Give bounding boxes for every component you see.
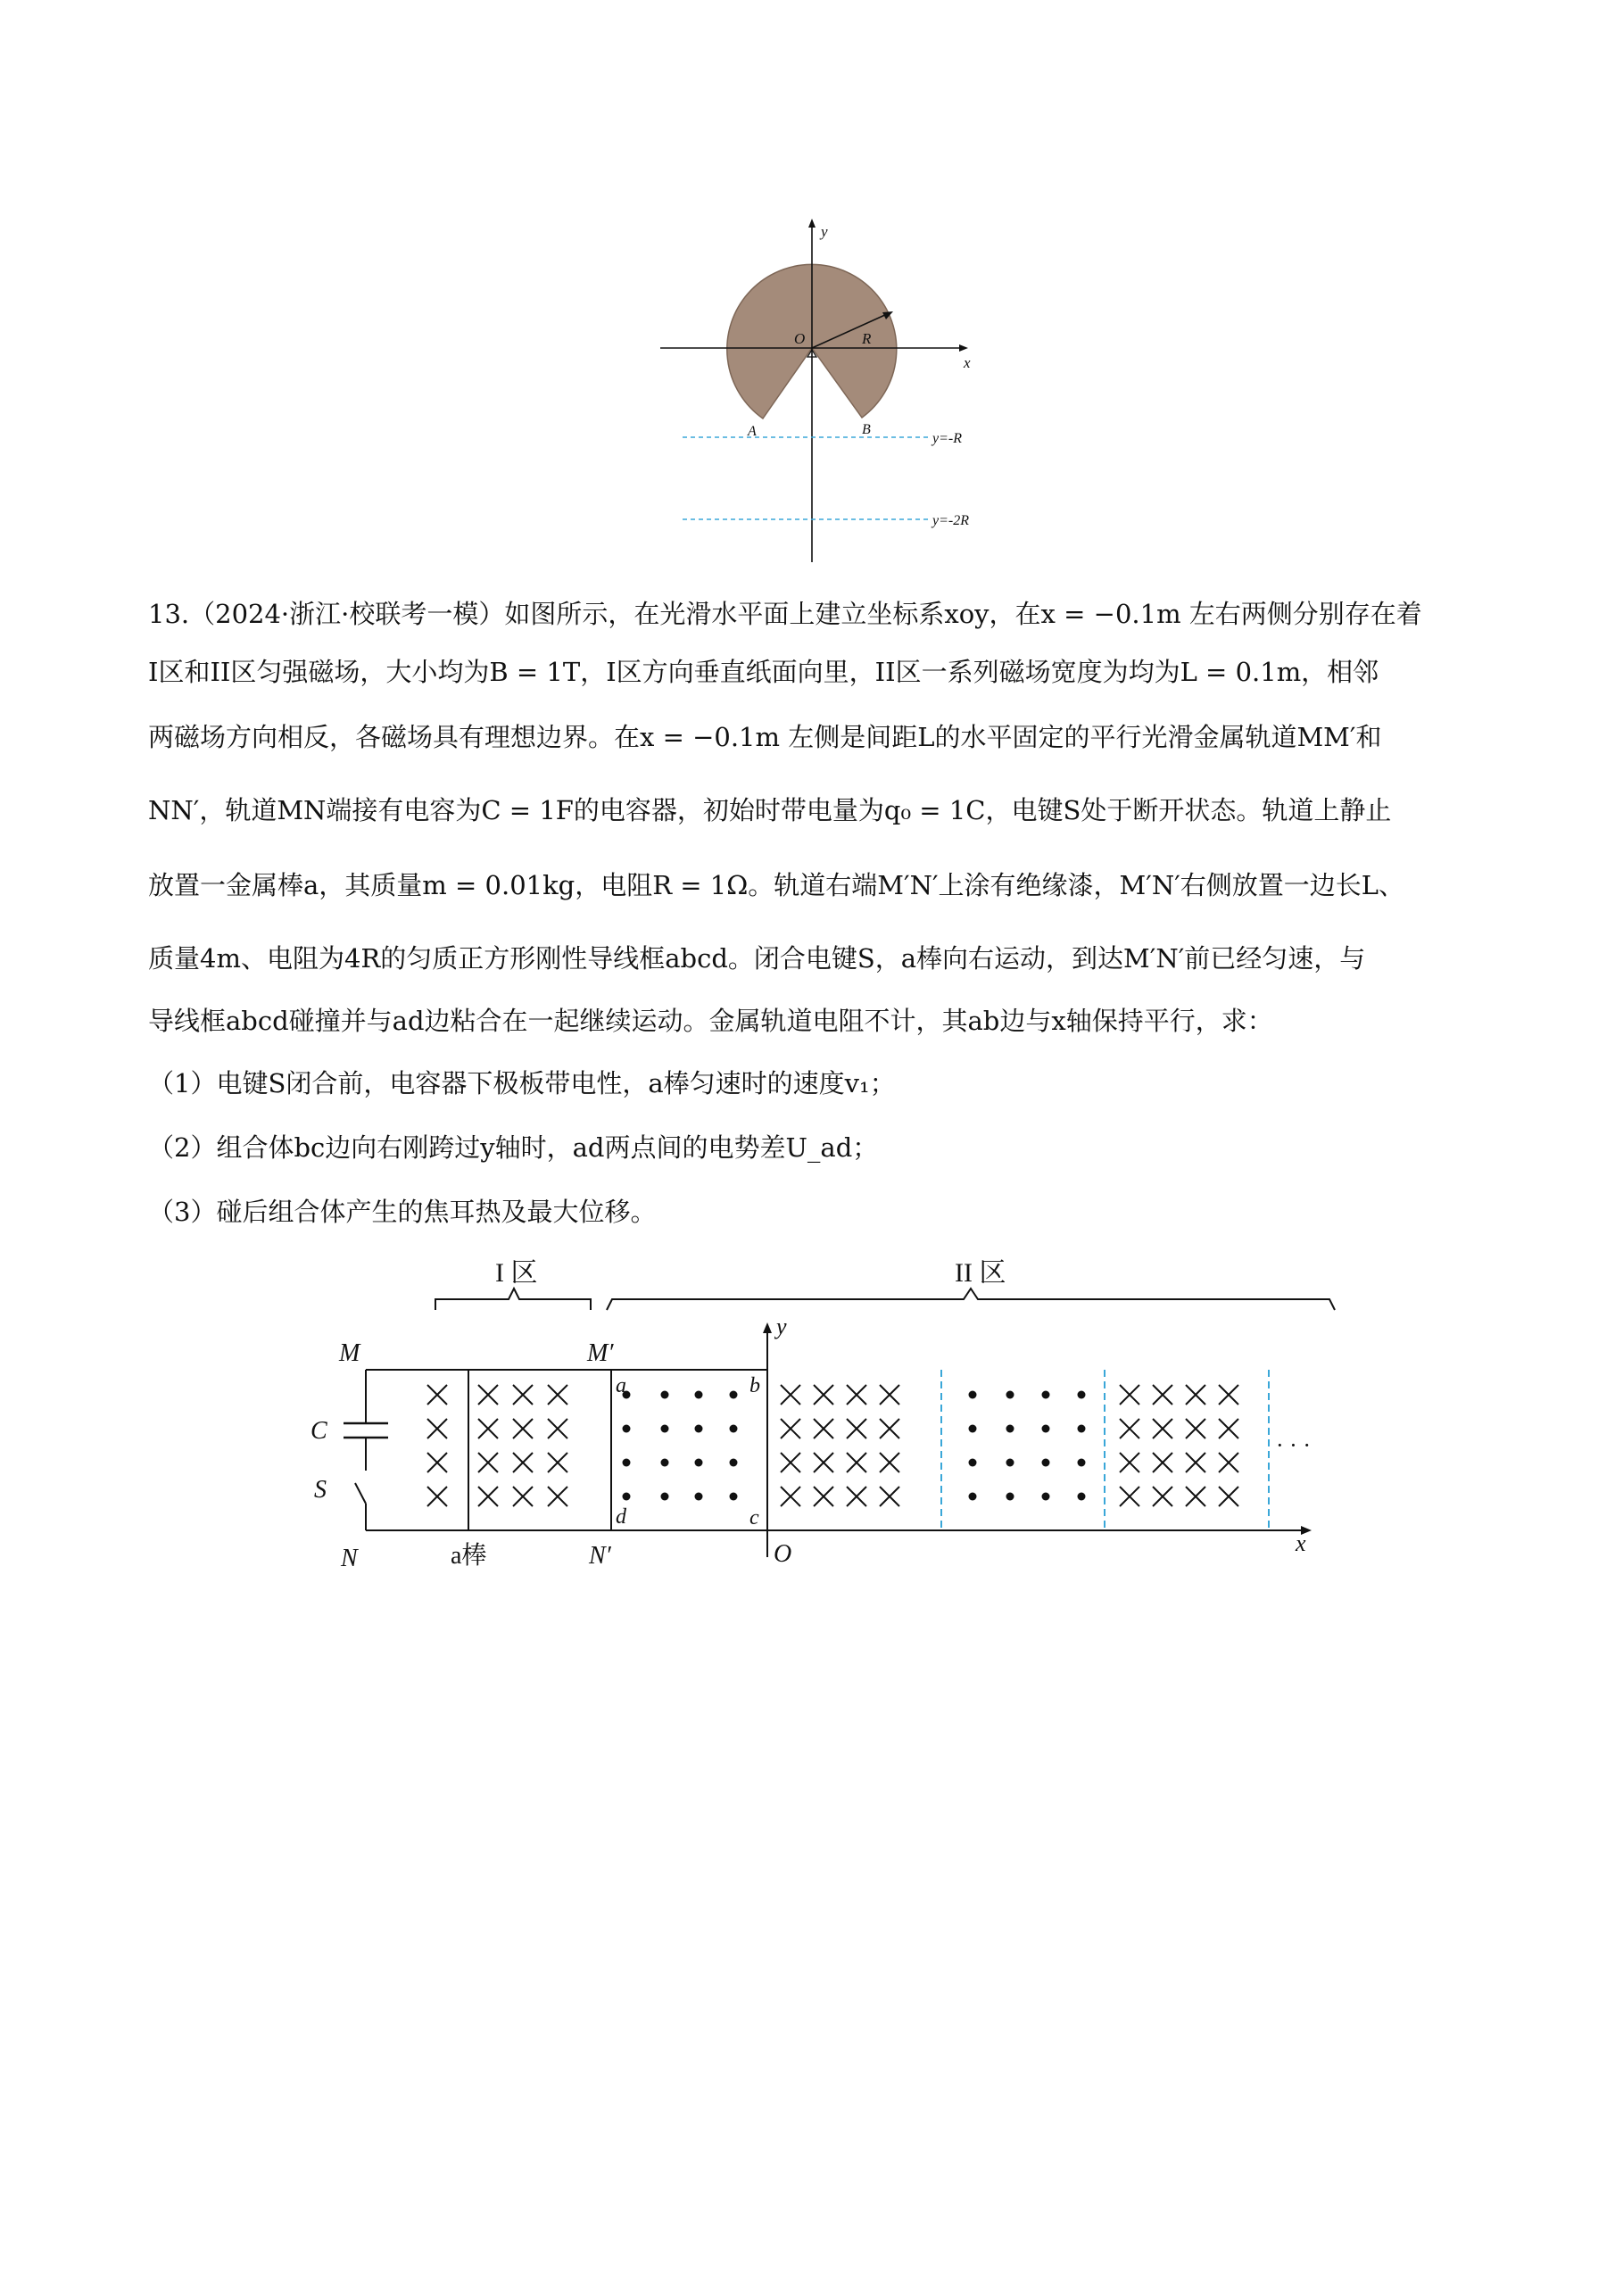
field-into-page-mark [1120, 1453, 1139, 1472]
field-out-of-page-mark [1006, 1493, 1014, 1501]
problem-line-5: 放置一金属棒a，其质量m = 0.01kg，电阻R = 1Ω。轨道右端M′N′上涂有绝缘漆，M′N′右侧放置一边长L、 [148, 870, 1405, 900]
field-out-of-page-mark [1078, 1425, 1086, 1433]
field-into-page-mark [478, 1453, 498, 1472]
field-into-page-mark [513, 1487, 533, 1506]
problem-line-3: 两磁场方向相反，各磁场具有理想边界。在x = −0.1m 左侧是间距L的水平固定的平行光滑金属轨道MM′和 [148, 722, 1382, 752]
field-into-page-mark [847, 1453, 866, 1472]
field-out-of-page-mark [623, 1493, 631, 1501]
problem-line-6: 质量4m、电阻为4R的匀质正方形刚性导线框abcd。闭合电键S，a棒向右运动，到达M′N′前已经匀速，与 [148, 943, 1366, 974]
label-c: C [311, 1417, 327, 1445]
region1-label: I 区 [495, 1258, 538, 1288]
field-into-page-mark [781, 1385, 800, 1405]
line-y-minus-r-label: y=-R [932, 431, 962, 446]
field-into-page-mark [1120, 1385, 1139, 1405]
field-into-page-mark [1186, 1453, 1205, 1472]
radius-label: R [862, 330, 872, 347]
field-into-page-mark [880, 1419, 899, 1438]
question-3: （3）碰后组合体产生的焦耳热及最大位移。 [148, 1197, 657, 1227]
field-into-page-mark [1153, 1453, 1172, 1472]
field-into-page-mark [1120, 1419, 1139, 1438]
field-out-of-page-mark [661, 1425, 669, 1433]
x-axis-label: x [964, 354, 971, 371]
question-1: （1）电键S闭合前，电容器下极板带电性，a棒匀速时的速度v₁； [148, 1068, 896, 1098]
field-into-page-mark [513, 1453, 533, 1472]
field-into-page-mark [814, 1419, 833, 1438]
field-into-page-mark [781, 1419, 800, 1438]
field-into-page-mark [880, 1453, 899, 1472]
field-into-page-mark [513, 1419, 533, 1438]
field-out-of-page-mark [1078, 1391, 1086, 1399]
region1-brace [435, 1289, 591, 1310]
field-out-of-page-mark [623, 1459, 631, 1467]
field-out-of-page-mark [1078, 1493, 1086, 1501]
field-into-page-mark [1153, 1385, 1172, 1405]
field-out-of-page-mark [661, 1493, 669, 1501]
region2-brace [607, 1289, 1335, 1310]
field-out-of-page-mark [1042, 1391, 1050, 1399]
field-into-page-mark [1219, 1419, 1238, 1438]
field-out-of-page-mark [623, 1425, 631, 1433]
problem-line-2: I区和II区匀强磁场，大小均为B = 1T，I区方向垂直纸面向里，II区一系列磁场宽度为均为L = 0.1m，相邻 [148, 657, 1379, 687]
field-out-of-page-mark [1042, 1493, 1050, 1501]
field-out-of-page-mark [969, 1493, 977, 1501]
field-into-page-mark [1186, 1419, 1205, 1438]
question-2: （2）组合体bc边向右刚跨过y轴时，ad两点间的电势差U_ad； [148, 1132, 879, 1163]
point-b-label: B [862, 422, 871, 437]
field-out-of-page-mark [1006, 1459, 1014, 1467]
y-axis-arrow [763, 1322, 772, 1333]
label-b: b [749, 1374, 760, 1397]
label-d: d [616, 1505, 626, 1529]
field-into-page-mark [814, 1385, 833, 1405]
problem-line-4: NN′，轨道MN端接有电容为C = 1F的电容器，初始时带电量为q₀ = 1C，电键S处于断开状态。轨道上静止 [148, 795, 1392, 825]
label-n-prime: N′ [589, 1542, 611, 1570]
field-into-page-mark [781, 1453, 800, 1472]
field-into-page-mark [478, 1385, 498, 1405]
field-out-of-page-mark [969, 1459, 977, 1467]
field-into-page-mark [1219, 1385, 1238, 1405]
field-into-page-mark [1219, 1453, 1238, 1472]
field-out-of-page-mark [969, 1425, 977, 1433]
field-into-page-mark [548, 1453, 567, 1472]
field-into-page-mark [1120, 1487, 1139, 1506]
field-into-page-mark [880, 1385, 899, 1405]
field-into-page-mark [1186, 1385, 1205, 1405]
field-into-page-mark [814, 1487, 833, 1506]
figure-sector-diagram [651, 214, 1008, 562]
field-into-page-mark [513, 1385, 533, 1405]
figure-rails-diagram [303, 1249, 1338, 1579]
field-out-of-page-mark [661, 1459, 669, 1467]
problem-line-1: 13.（2024·浙江·校联考一模）如图所示，在光滑水平面上建立坐标系xoy，在x = −0.1m 左右两侧分别存在着 [148, 599, 1422, 629]
field-out-of-page-mark [695, 1425, 703, 1433]
field-into-page-mark [427, 1487, 447, 1506]
field-into-page-mark [427, 1453, 447, 1472]
label-c-corner: c [749, 1506, 759, 1529]
field-into-page-mark [814, 1453, 833, 1472]
field-out-of-page-mark [695, 1493, 703, 1501]
field-out-of-page-mark [969, 1391, 977, 1399]
field-into-page-mark [548, 1419, 567, 1438]
label-ellipsis: · · · [1276, 1432, 1311, 1458]
region2-label: II 区 [955, 1258, 1006, 1288]
label-s: S [314, 1476, 327, 1504]
label-x: x [1296, 1530, 1306, 1556]
field-into-page-mark [847, 1385, 866, 1405]
field-out-of-page-mark [695, 1391, 703, 1399]
field-out-of-page-mark [1006, 1391, 1014, 1399]
field-out-of-page-mark [661, 1391, 669, 1399]
label-o: O [774, 1540, 792, 1568]
label-rod-a: a棒 [451, 1542, 487, 1570]
field-out-of-page-mark [730, 1425, 738, 1433]
field-into-page-mark [548, 1385, 567, 1405]
field-into-page-mark [548, 1487, 567, 1506]
field-out-of-page-mark [730, 1493, 738, 1501]
field-out-of-page-mark [1042, 1425, 1050, 1433]
field-out-of-page-mark [730, 1459, 738, 1467]
field-into-page-mark [427, 1419, 447, 1438]
field-into-page-mark [1219, 1487, 1238, 1506]
field-into-page-mark [478, 1487, 498, 1506]
field-into-page-mark [847, 1419, 866, 1438]
field-into-page-mark [880, 1487, 899, 1506]
field-into-page-mark [781, 1487, 800, 1506]
field-into-page-mark [1153, 1419, 1172, 1438]
label-m-prime: M′ [587, 1339, 614, 1367]
label-n: N [341, 1545, 358, 1572]
field-into-page-mark [478, 1419, 498, 1438]
field-out-of-page-mark [1006, 1425, 1014, 1433]
field-into-page-mark [1186, 1487, 1205, 1506]
field-out-of-page-mark [730, 1391, 738, 1399]
field-into-page-mark [847, 1487, 866, 1506]
line-y-minus-2r-label: y=-2R [932, 513, 969, 528]
field-into-page-mark [1153, 1487, 1172, 1506]
problem-line-7: 导线框abcd碰撞并与ad边粘合在一起继续运动。金属轨道电阻不计，其ab边与x轴保持平行，求： [148, 1006, 1273, 1036]
field-into-page-mark [427, 1385, 447, 1405]
y-axis-label: y [821, 223, 828, 240]
field-out-of-page-mark [1042, 1459, 1050, 1467]
field-out-of-page-mark [1078, 1459, 1086, 1467]
point-a-label: A [748, 424, 757, 439]
label-a: a [616, 1374, 626, 1397]
origin-label: O [794, 330, 806, 347]
magnetic-field-marks [427, 1385, 1238, 1506]
label-y: y [776, 1314, 787, 1339]
field-out-of-page-mark [695, 1459, 703, 1467]
x-axis-arrow [959, 344, 968, 352]
y-axis-arrow [808, 219, 816, 228]
switch-s [355, 1483, 366, 1504]
label-m: M [339, 1339, 360, 1367]
